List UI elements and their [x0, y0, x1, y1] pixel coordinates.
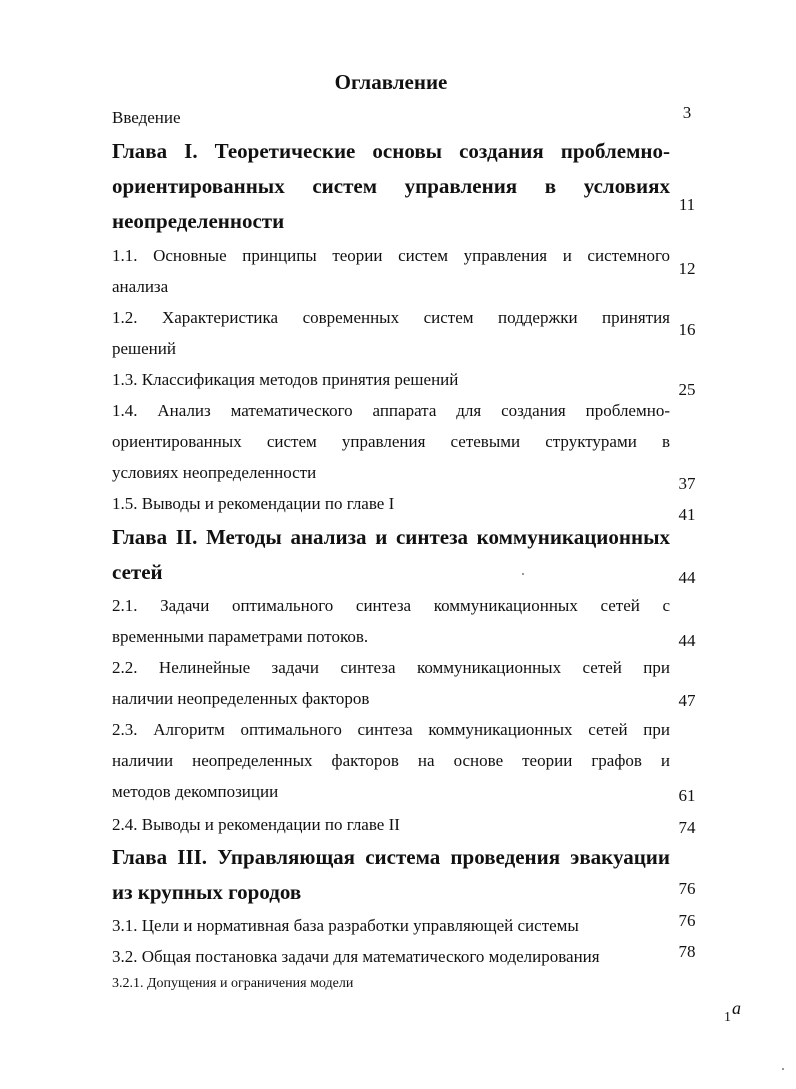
- toc-entry-line: 1.5. Выводы и рекомендации по главе I: [112, 494, 395, 513]
- toc-section-2-2[interactable]: [112, 652, 670, 714]
- toc-entry-line: 2.2. Нелинейные задачи синтеза коммуникационных сетей при: [112, 658, 670, 677]
- toc-section-1-5[interactable]: [112, 488, 670, 519]
- scan-speck: [782, 1068, 784, 1070]
- toc-entry-line: 1.4. Анализ математического аппарата для создания проблемно-: [112, 401, 670, 420]
- toc-section-3-2[interactable]: [112, 941, 670, 972]
- toc-entry-line: 2.3. Алгоритм оптимального синтеза коммуникационных сетей при: [112, 720, 670, 739]
- page-number: 44: [678, 568, 696, 587]
- toc-entry-line: 1.2. Характеристика современных систем поддержки принятия: [112, 308, 670, 327]
- toc-subsection-3-2-1[interactable]: 3.2.1. Допущения и ограничения модели: [112, 976, 354, 991]
- page-number: 37: [678, 474, 696, 493]
- toc-entry-line: методов декомпозиции: [112, 782, 279, 801]
- page-number: 11: [678, 195, 696, 214]
- page-number: 76: [678, 911, 696, 930]
- toc-entry-line: 2.4. Выводы и рекомендации по главе II: [112, 815, 400, 834]
- page-number: 16: [678, 320, 696, 339]
- page-number: 12: [678, 259, 696, 278]
- page-number: 74: [678, 818, 696, 837]
- page-number: 44: [678, 631, 696, 650]
- footer-page-number: 1: [724, 1010, 731, 1025]
- toc-entry-line: условиях неопределенности: [112, 463, 317, 482]
- toc-entry-line: ориентированных систем управления в условиях: [112, 174, 670, 198]
- toc-entry-line: Глава II. Методы анализа и синтеза коммуникационных: [112, 525, 670, 549]
- page-number: 78: [678, 942, 696, 961]
- toc-entry-line: наличии неопределенных факторов: [112, 689, 370, 708]
- toc-entry-line: решений: [112, 339, 176, 358]
- toc-entry-line: 2.1. Задачи оптимального синтеза коммуникационных сетей с: [112, 596, 670, 615]
- toc-entry-line: Глава I. Теоретические основы создания проблемно-: [112, 139, 670, 163]
- toc-section-1-3[interactable]: [112, 364, 670, 395]
- toc-entry-line: наличии неопределенных факторов на основе теории графов и: [112, 751, 670, 770]
- toc-entry-line: 1.1. Основные принципы теории систем управления и системного: [112, 246, 670, 265]
- toc-entry-line: временными параметрами потоков.: [112, 627, 369, 646]
- toc-chapter-3[interactable]: [112, 840, 670, 910]
- toc-entry-line: сетей: [112, 560, 163, 584]
- toc-section-3-1[interactable]: [112, 910, 670, 941]
- toc-chapter-2[interactable]: [112, 520, 670, 590]
- toc-entry-line: ориентированных систем управления сетевыми структурами в: [112, 432, 670, 451]
- footer-handwritten-mark: a: [732, 998, 741, 1018]
- page-number: 41: [678, 505, 696, 524]
- toc-chapter-1[interactable]: [112, 134, 670, 239]
- toc-entry-line: из крупных городов: [112, 880, 302, 904]
- page-number: 76: [678, 879, 696, 898]
- page-number: 25: [678, 380, 696, 399]
- toc-section-1-1[interactable]: [112, 240, 670, 302]
- page-number: 61: [678, 786, 696, 805]
- toc-entry-line: 1.3. Классификация методов принятия решений: [112, 370, 459, 389]
- toc-section-1-4[interactable]: [112, 395, 670, 488]
- scan-speck: [522, 573, 524, 575]
- toc-section-1-2[interactable]: [112, 302, 670, 364]
- toc-entry-line: 3.2. Общая постановка задачи для математического моделирования: [112, 947, 600, 966]
- toc-entry-line: 3.1. Цели и нормативная база разработки управляющей системы: [112, 916, 579, 935]
- toc-entry-line: анализа: [112, 277, 169, 296]
- toc-entry-line: Глава III. Управляющая система проведения эвакуации: [112, 845, 670, 869]
- toc-section-2-1[interactable]: [112, 590, 670, 652]
- page-number: 47: [678, 691, 696, 710]
- page-number: 3: [682, 103, 692, 122]
- page-title: Оглавление: [334, 70, 448, 94]
- toc-section-2-4[interactable]: [112, 809, 670, 840]
- toc-entry-introduction[interactable]: [112, 102, 670, 133]
- toc-entry-line: неопределенности: [112, 209, 285, 233]
- toc-section-2-3[interactable]: [112, 714, 670, 807]
- toc-entry-line: Введение: [112, 108, 181, 127]
